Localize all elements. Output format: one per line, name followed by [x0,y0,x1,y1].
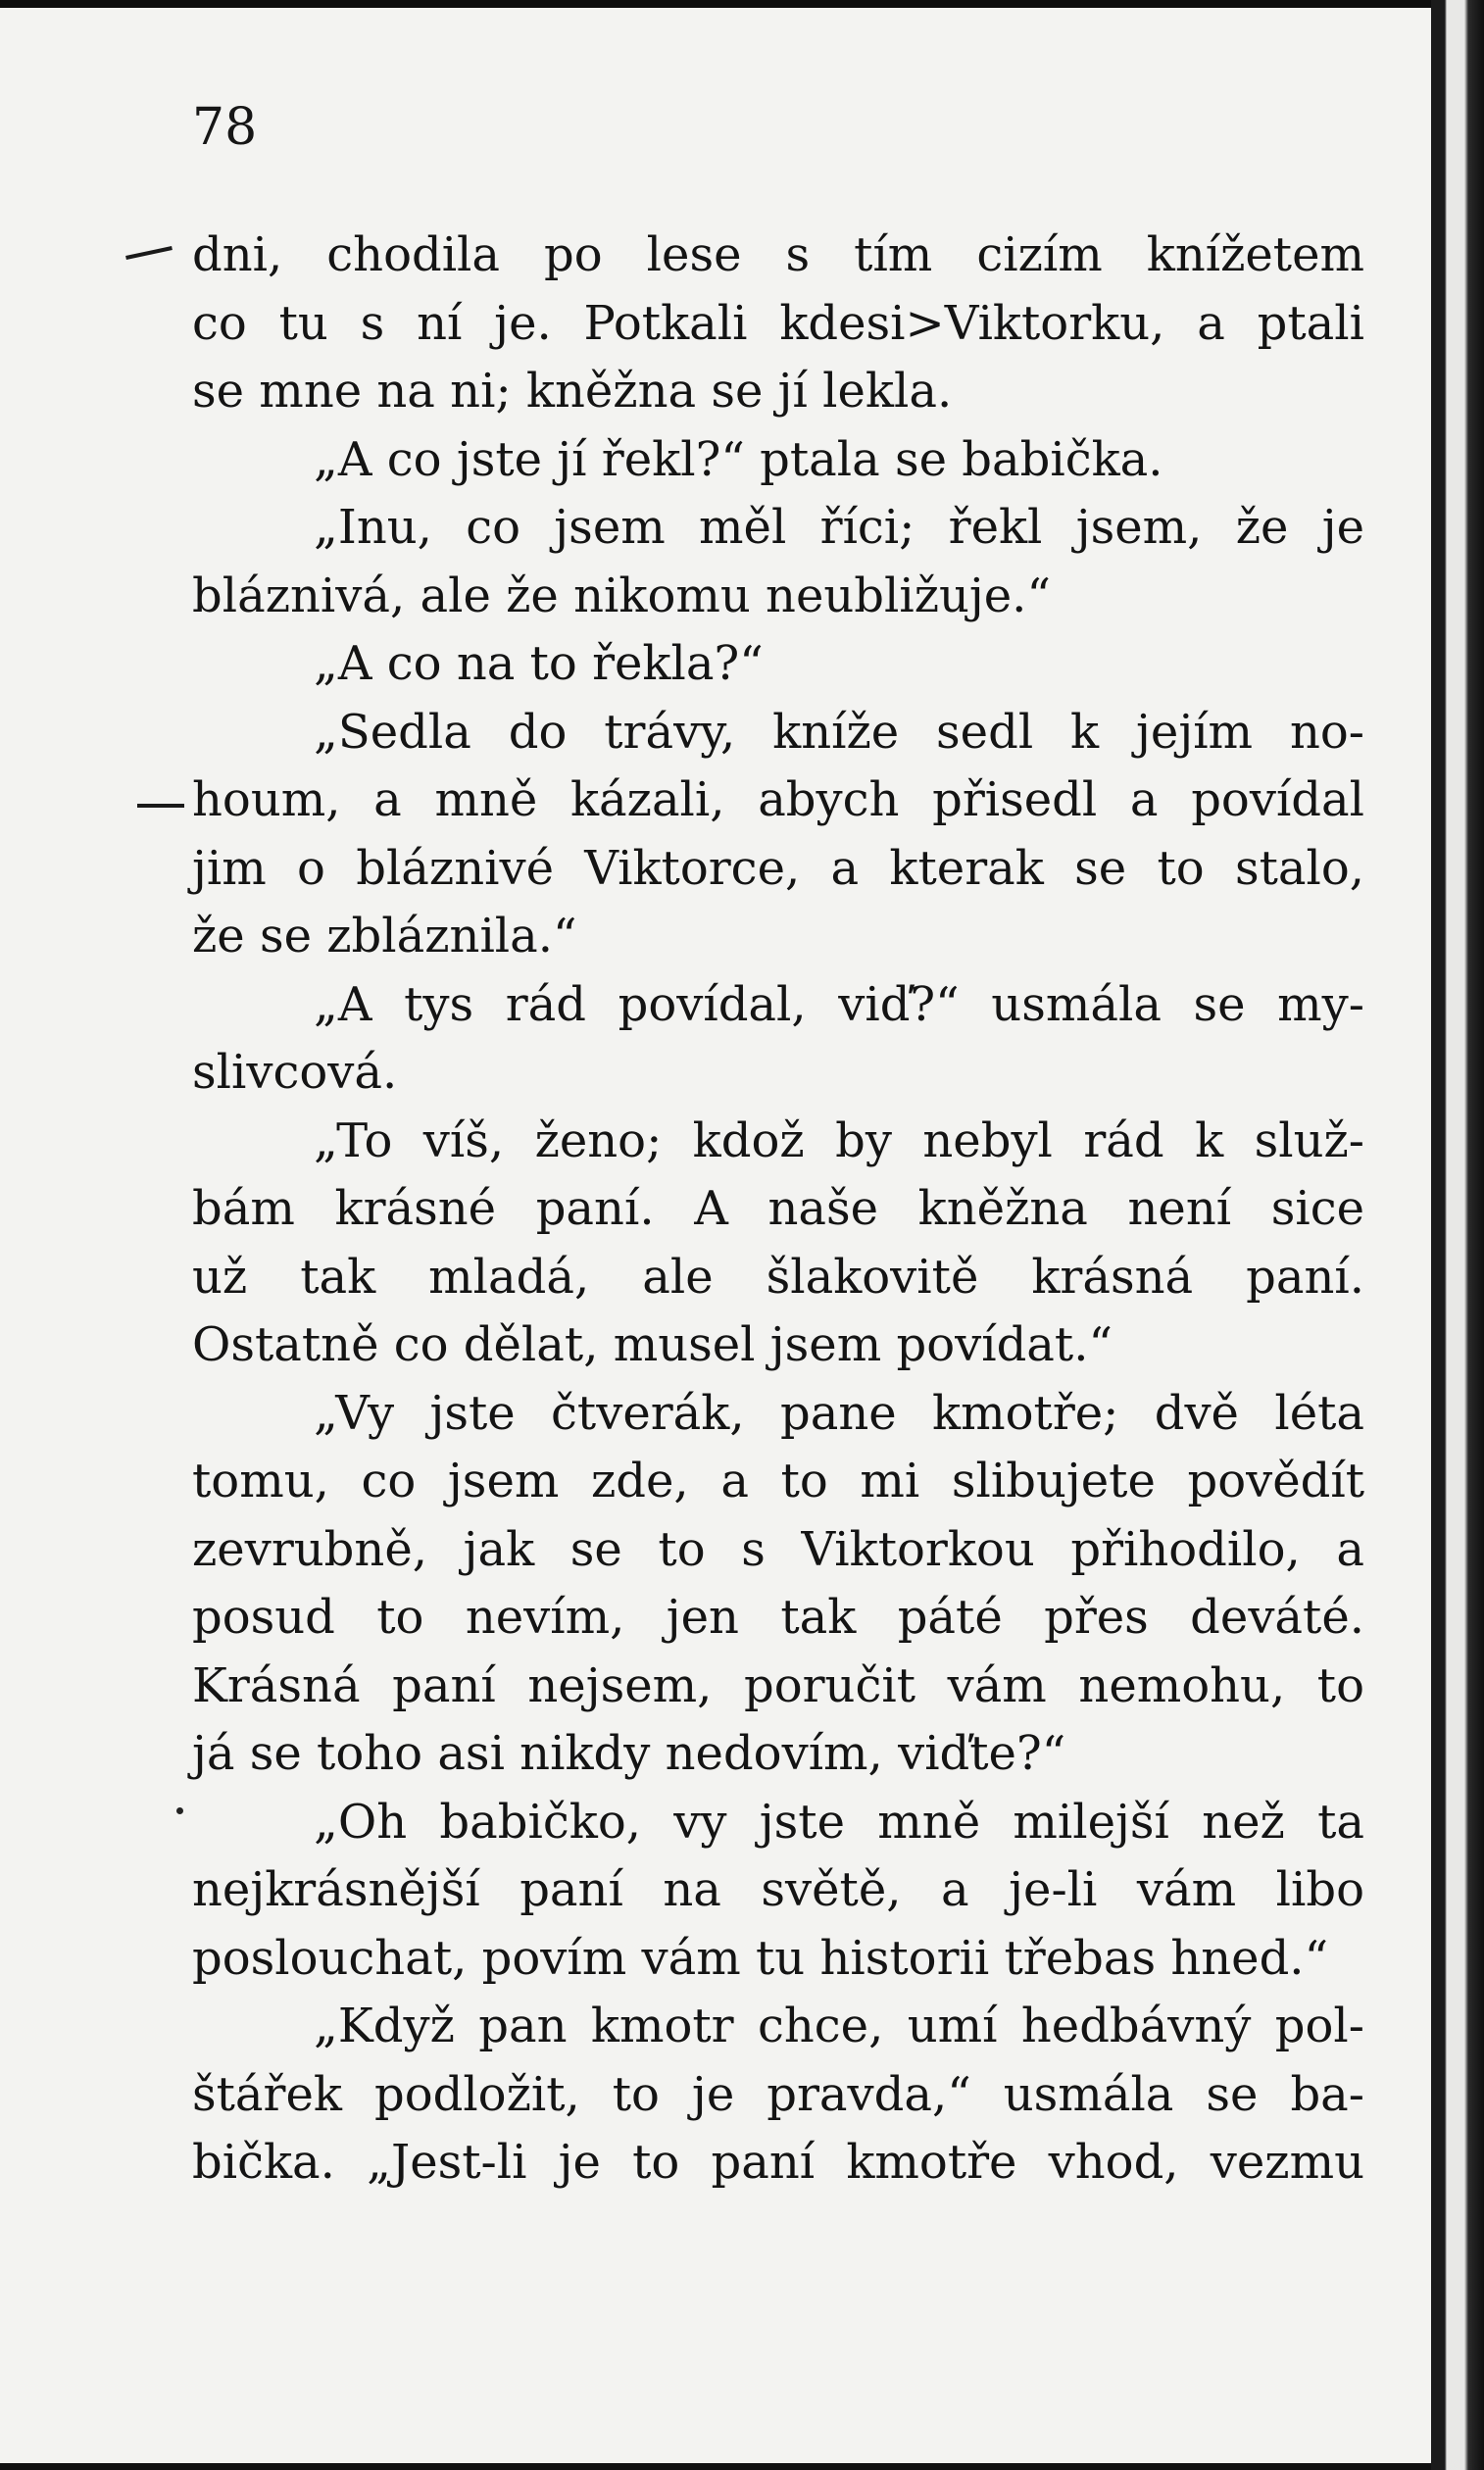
text-line: že se zbláznila.“ [192,909,577,963]
book-page [0,8,1431,2463]
text-line: „To víš, ženo; kdož by nebyl rád k služ- [314,1112,1364,1168]
text-line: „A co na to řekla?“ [314,636,764,691]
text-line: „A tys rád povídal, viď?“ usmála se my- [314,976,1364,1032]
text-line: nejkrásnější paní na světě, a je-li vám libo [192,1862,1364,1917]
text-line: Ostatně co dělat, musel jsem povídat.“ [192,1317,1113,1372]
text-line: Krásná paní nejsem, poručit vám nemohu, to [192,1657,1364,1713]
text-line: co tu s ní je. Potkali kdesi>Viktorku, a ptali [192,295,1364,351]
text-line: posud to nevím, jen tak páté přes deváté. [192,1590,1364,1645]
text-line: bláznivá, ale že nikomu neubližuje.“ [192,568,1051,623]
text-line: tomu, co jsem zde, a to mi slibujete povědít [192,1454,1364,1508]
text-line: houm, a mně kázali, abych přisedl a povídal [192,772,1364,827]
text-line: „Sedla do trávy, kníže sedl k jejím no- [314,704,1364,760]
text-body [192,222,1364,2198]
text-line: zevrubně, jak se to s Viktorkou přihodilo, a [192,1521,1364,1577]
text-line: už tak mladá, ale šlakovitě krásná paní. [192,1249,1364,1305]
text-line: „Když pan kmotr chce, umí hedbávný pol- [314,1999,1364,2053]
margin-dot-mark [176,1807,183,1814]
page-number: 78 [192,98,258,157]
text-line: „Oh babičko, vy jste mně milejší než ta [314,1794,1364,1850]
text-line: bička. „Jest-li je to paní kmotře vhod, vezmu [192,2135,1364,2190]
text-line: dni, chodila po lese s tím cizím knížetem [192,227,1364,282]
scan-right-border [1431,0,1484,2470]
text-line: „Vy jste čtverák, pane kmotře; dvě léta [314,1385,1364,1441]
text-line: já se toho asi nikdy nedovím, viďte?“ [192,1726,1066,1781]
text-line: bám krásné paní. A naše kněžna není sice [192,1181,1364,1236]
margin-dash-mark [125,246,173,260]
margin-dash-mark [137,804,184,808]
text-line: jim o bláznivé Viktorce, a kterak se to stalo, [192,840,1364,896]
text-line: poslouchat, povím vám tu historii třebas hned.“ [192,1930,1329,1986]
text-line: slivcová. [192,1045,398,1100]
text-line: štářek podložit, to je pravda,“ usmála se ba- [192,2066,1364,2122]
text-line: se mne na ni; kněžna se jí lekla. [192,364,953,419]
text-line: „Inu, co jsem měl říci; řekl jsem, že je [314,500,1364,555]
text-line: „A co jste jí řekl?“ ptala se babička. [314,431,1163,487]
